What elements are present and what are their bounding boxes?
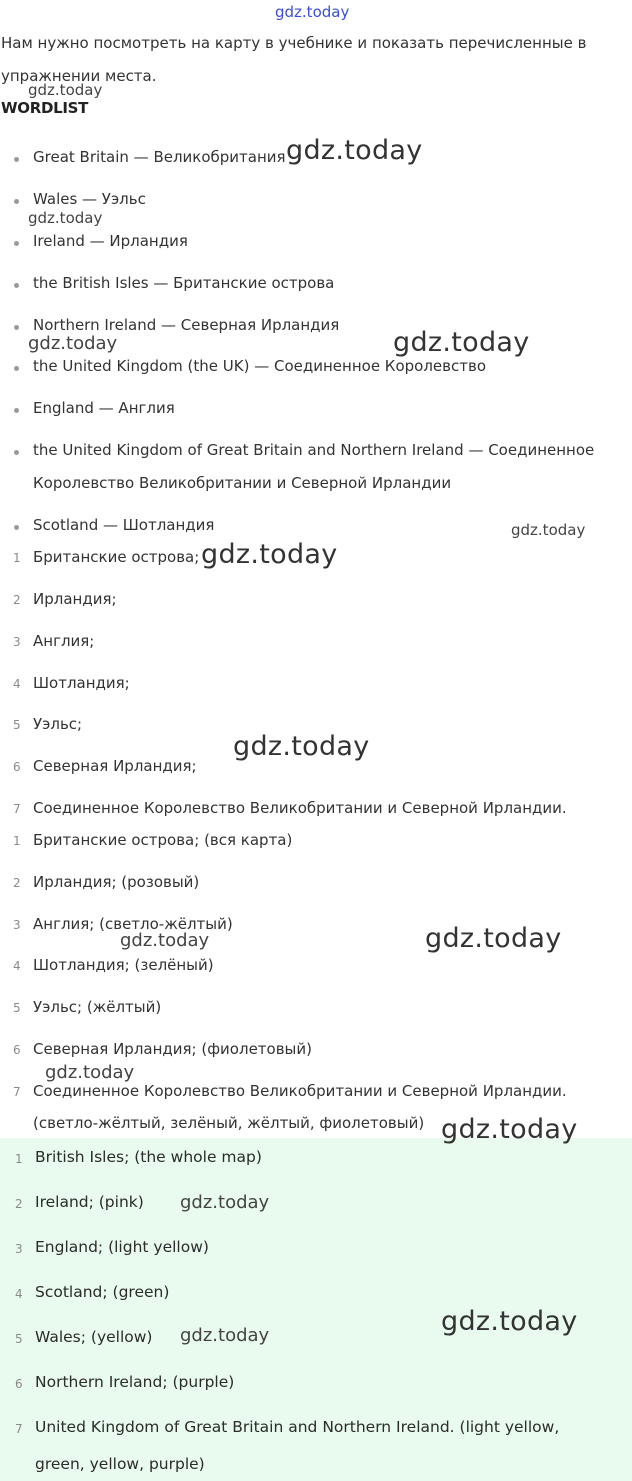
- list-item: Британские острова;: [33, 548, 200, 566]
- list-item-cont: (светло-жёлтый, зелёный, жёлтый, фиолетовый): [33, 1114, 425, 1132]
- answer-item: Northern Ireland; (purple): [35, 1373, 235, 1391]
- wordlist-item: Great Britain — Великобритания: [33, 148, 286, 166]
- watermark: gdz.today: [28, 209, 103, 227]
- watermark: gdz.today: [511, 521, 586, 539]
- bullet: [14, 283, 19, 288]
- list-item: Британские острова; (вся карта): [33, 831, 293, 849]
- list-item: Уэльс;: [33, 715, 83, 733]
- list-item: Шотландия;: [33, 674, 130, 692]
- bullet: [14, 241, 19, 246]
- list-number: 6: [13, 1043, 21, 1057]
- wordlist-item: Northern Ireland — Северная Ирландия: [33, 316, 340, 334]
- wordlist-heading: WORDLIST: [1, 99, 89, 117]
- watermark: gdz.today: [286, 135, 423, 166]
- watermark: gdz.today: [441, 1114, 578, 1145]
- list-number: 3: [13, 635, 21, 649]
- list-number: 5: [13, 1001, 21, 1015]
- list-number: 2: [13, 876, 21, 890]
- list-number: 4: [15, 1287, 23, 1301]
- list-item: Англия;: [33, 632, 95, 650]
- list-item: Шотландия; (зелёный): [33, 956, 214, 974]
- wordlist-item: the United Kingdom (the UK) — Соединенное Королевство: [33, 357, 486, 375]
- list-item: Англия; (светло-жёлтый): [33, 915, 233, 933]
- wordlist-item: Scotland — Шотландия: [33, 516, 215, 534]
- wordlist-item: Wales — Уэльс: [33, 190, 146, 208]
- answer-item-cont: green, yellow, purple): [35, 1455, 205, 1473]
- watermark: gdz.today: [201, 539, 338, 570]
- list-number: 1: [15, 1152, 23, 1166]
- answer-item: England; (light yellow): [35, 1238, 209, 1256]
- list-item: Соединенное Королевство Великобритании и Северной Ирландии.: [33, 799, 567, 817]
- answer-item: British Isles; (the whole map): [35, 1148, 262, 1166]
- answer-item: Wales; (yellow): [35, 1328, 153, 1346]
- list-number: 2: [15, 1197, 23, 1211]
- list-number: 3: [13, 918, 21, 932]
- list-number: 7: [13, 1085, 21, 1099]
- list-item: Северная Ирландия;: [33, 757, 197, 775]
- watermark: gdz.today: [180, 1192, 270, 1213]
- watermark: gdz.today: [180, 1325, 270, 1346]
- bullet: [14, 366, 19, 371]
- list-item: Ирландия;: [33, 590, 117, 608]
- list-number: 1: [13, 834, 21, 848]
- answer-item: Ireland; (pink): [35, 1193, 144, 1211]
- answer-item: United Kingdom of Great Britain and Northern Ireland. (light yellow,: [35, 1418, 560, 1436]
- bullet: [14, 199, 19, 204]
- watermark: gdz.today: [28, 81, 103, 99]
- list-item: Уэльс; (жёлтый): [33, 998, 162, 1016]
- list-number: 5: [15, 1332, 23, 1346]
- list-number: 4: [13, 677, 21, 691]
- bullet: [14, 450, 19, 455]
- list-number: 1: [13, 551, 21, 565]
- answer-item: Scotland; (green): [35, 1283, 170, 1301]
- list-number: 7: [15, 1422, 23, 1436]
- list-number: 6: [13, 760, 21, 774]
- wordlist-item: the British Isles — Британские острова: [33, 274, 335, 292]
- watermark: gdz.today: [425, 923, 562, 954]
- bullet: [14, 408, 19, 413]
- wordlist-item: the United Kingdom of Great Britain and Northern Ireland — Соединенное: [33, 441, 595, 459]
- list-number: 6: [15, 1377, 23, 1391]
- bullet: [14, 325, 19, 330]
- bullet: [14, 525, 19, 530]
- list-number: 5: [13, 718, 21, 732]
- wordlist-item: England — Англия: [33, 399, 175, 417]
- watermark: gdz.today: [120, 930, 210, 951]
- list-number: 2: [13, 593, 21, 607]
- bullet: [14, 157, 19, 162]
- watermark: gdz.today: [441, 1306, 578, 1337]
- watermark: gdz.today: [233, 731, 370, 762]
- list-item: Северная Ирландия; (фиолетовый): [33, 1040, 312, 1058]
- list-number: 4: [13, 959, 21, 973]
- intro-line-1: Нам нужно посмотреть на карту в учебнике и показать перечисленные в: [1, 34, 587, 52]
- watermark: gdz.today: [45, 1062, 135, 1083]
- list-number: 7: [13, 802, 21, 816]
- wordlist-item: Ireland — Ирландия: [33, 232, 188, 250]
- wordlist-item-cont: Королевство Великобритании и Северной Ирландии: [33, 474, 452, 492]
- watermark: gdz.today: [28, 333, 118, 354]
- watermark: gdz.today: [393, 327, 530, 358]
- list-item: Ирландия; (розовый): [33, 873, 200, 891]
- list-number: 3: [15, 1242, 23, 1256]
- list-item: Соединенное Королевство Великобритании и Северной Ирландии.: [33, 1082, 567, 1100]
- watermark-top: gdz.today: [275, 3, 350, 21]
- intro-line-2: упражнении места.: [1, 67, 157, 85]
